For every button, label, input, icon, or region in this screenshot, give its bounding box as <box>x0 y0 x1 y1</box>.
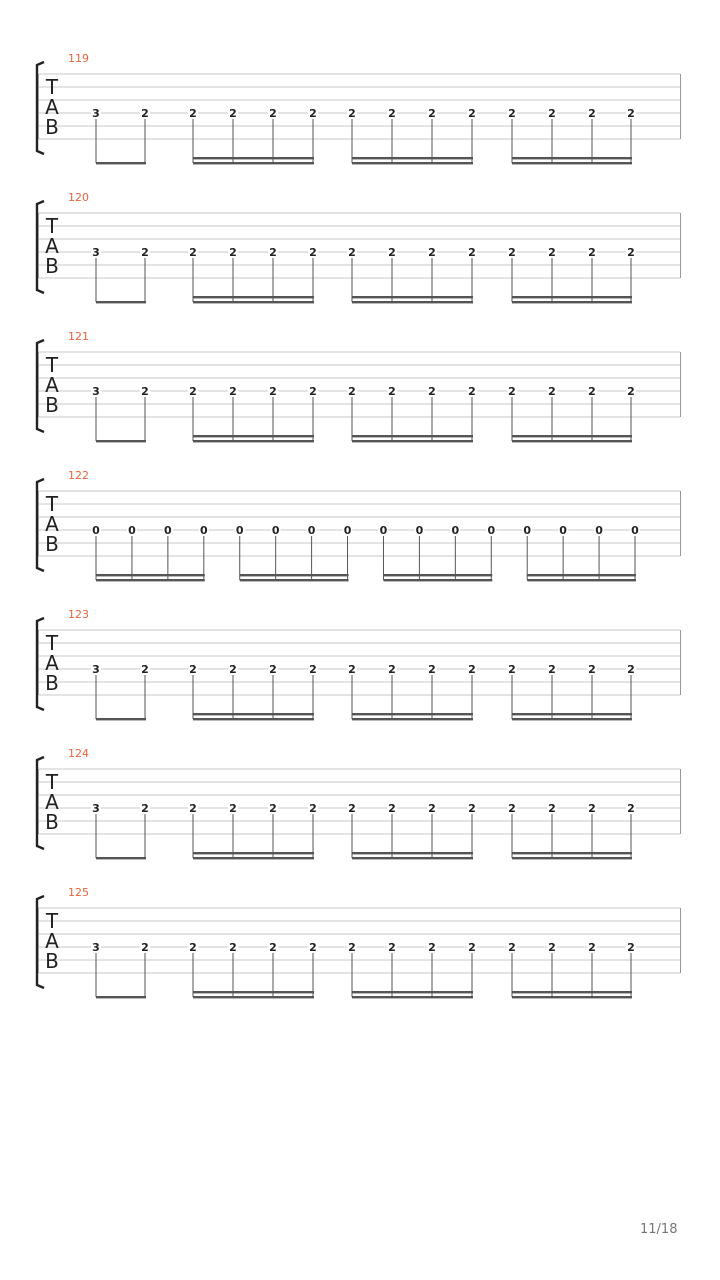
fret-number: 2 <box>588 385 596 398</box>
note-beam <box>512 718 632 720</box>
fret-number: 0 <box>559 524 567 537</box>
page-number: 11/18 <box>640 1222 678 1237</box>
note-beam <box>96 301 146 303</box>
note-beam <box>352 157 473 159</box>
note-beam <box>96 574 205 576</box>
fret-number: 2 <box>468 107 476 120</box>
tab-clef-letter: T <box>45 353 59 377</box>
tab-clef-letter: T <box>45 770 59 794</box>
fret-number: 2 <box>468 246 476 259</box>
tab-clef-letter: B <box>45 393 59 417</box>
fret-number: 2 <box>508 941 516 954</box>
fret-number: 2 <box>141 802 149 815</box>
tab-staff <box>0 330 720 469</box>
note-beam <box>193 296 314 298</box>
fret-number: 2 <box>468 941 476 954</box>
tab-system <box>0 330 720 469</box>
measure-number: 123 <box>68 608 89 621</box>
note-beam <box>96 440 146 442</box>
note-beam <box>193 713 314 715</box>
fret-number: 2 <box>141 385 149 398</box>
fret-number: 2 <box>229 246 237 259</box>
note-beam <box>352 852 473 854</box>
fret-number: 2 <box>269 802 277 815</box>
fret-number: 2 <box>141 941 149 954</box>
fret-number: 2 <box>141 107 149 120</box>
tab-clef-letter: B <box>45 115 59 139</box>
fret-number: 2 <box>508 385 516 398</box>
tab-clef-letter: A <box>45 929 59 953</box>
note-beam <box>240 579 349 581</box>
tab-clef-letter: T <box>45 214 59 238</box>
measure-number: 125 <box>68 886 89 899</box>
note-beam <box>240 574 349 576</box>
note-beam <box>512 301 632 303</box>
fret-number: 2 <box>309 385 317 398</box>
tab-clef-letter: T <box>45 75 59 99</box>
fret-number: 2 <box>428 802 436 815</box>
fret-number: 0 <box>128 524 136 537</box>
fret-number: 3 <box>92 246 100 259</box>
fret-number: 2 <box>548 941 556 954</box>
fret-number: 2 <box>229 663 237 676</box>
fret-number: 2 <box>189 107 197 120</box>
fret-number: 2 <box>348 663 356 676</box>
fret-number: 2 <box>388 385 396 398</box>
fret-number: 2 <box>388 941 396 954</box>
note-beam <box>193 157 314 159</box>
note-beam <box>512 996 632 998</box>
fret-number: 2 <box>627 246 635 259</box>
tab-staff <box>0 747 720 886</box>
fret-number: 0 <box>164 524 172 537</box>
fret-number: 2 <box>627 385 635 398</box>
tab-clef-letter: T <box>45 631 59 655</box>
fret-number: 2 <box>428 941 436 954</box>
fret-number: 2 <box>388 246 396 259</box>
fret-number: 2 <box>229 802 237 815</box>
note-beam <box>96 996 146 998</box>
fret-number: 0 <box>415 524 424 537</box>
note-beam <box>352 435 473 437</box>
note-beam <box>96 579 205 581</box>
fret-number: 2 <box>627 941 635 954</box>
tab-staff <box>0 52 720 191</box>
fret-number: 2 <box>548 246 556 259</box>
fret-number: 2 <box>141 246 149 259</box>
note-beam <box>512 852 632 854</box>
tab-staff <box>0 608 720 747</box>
fret-number: 2 <box>468 385 476 398</box>
tab-clef-letter: A <box>45 234 59 258</box>
fret-number: 2 <box>141 663 149 676</box>
fret-number: 2 <box>588 107 596 120</box>
fret-number: 2 <box>309 663 317 676</box>
tab-system <box>0 886 720 1025</box>
note-beam <box>512 991 632 993</box>
fret-number: 2 <box>189 663 197 676</box>
fret-number: 2 <box>588 246 596 259</box>
note-beam <box>352 296 473 298</box>
tab-clef-letter: T <box>45 909 59 933</box>
note-beam <box>352 996 473 998</box>
note-beam <box>193 440 314 442</box>
measure-number: 119 <box>68 52 89 65</box>
note-beam <box>512 296 632 298</box>
note-beam <box>193 991 314 993</box>
fret-number: 0 <box>235 524 244 537</box>
note-beam <box>193 996 314 998</box>
note-beam <box>193 857 314 859</box>
note-beam <box>96 857 146 859</box>
note-beam <box>383 574 492 576</box>
fret-number: 2 <box>428 385 436 398</box>
fret-number: 0 <box>92 524 100 537</box>
note-beam <box>527 574 636 576</box>
tab-clef-letter: T <box>45 492 59 516</box>
note-beam <box>352 857 473 859</box>
note-beam <box>383 579 492 581</box>
fret-number: 2 <box>627 107 635 120</box>
tab-clef-letter: A <box>45 512 59 536</box>
fret-number: 2 <box>189 802 197 815</box>
measure-number: 124 <box>68 747 89 760</box>
fret-number: 3 <box>92 385 100 398</box>
fret-number: 2 <box>548 802 556 815</box>
fret-number: 2 <box>309 802 317 815</box>
note-beam <box>352 713 473 715</box>
tab-system <box>0 747 720 886</box>
tab-system <box>0 469 720 608</box>
fret-number: 2 <box>189 941 197 954</box>
fret-number: 2 <box>269 246 277 259</box>
fret-number: 2 <box>269 941 277 954</box>
fret-number: 3 <box>92 802 100 815</box>
fret-number: 0 <box>523 524 532 537</box>
fret-number: 3 <box>92 663 100 676</box>
note-beam <box>193 162 314 164</box>
fret-number: 2 <box>229 385 237 398</box>
fret-number: 2 <box>508 802 516 815</box>
tab-clef-letter: A <box>45 790 59 814</box>
fret-number: 2 <box>388 107 396 120</box>
fret-number: 3 <box>92 107 100 120</box>
fret-number: 0 <box>451 524 460 537</box>
fret-number: 2 <box>627 802 635 815</box>
fret-number: 2 <box>348 246 356 259</box>
fret-number: 2 <box>428 246 436 259</box>
tab-clef-letter: A <box>45 651 59 675</box>
note-beam <box>352 162 473 164</box>
tab-clef-letter: B <box>45 810 59 834</box>
fret-number: 2 <box>269 663 277 676</box>
fret-number: 2 <box>588 941 596 954</box>
fret-number: 0 <box>631 524 639 537</box>
fret-number: 2 <box>428 107 436 120</box>
note-beam <box>193 435 314 437</box>
tab-clef-letter: B <box>45 949 59 973</box>
fret-number: 0 <box>271 524 280 537</box>
tab-staff <box>0 886 720 1025</box>
fret-number: 2 <box>309 246 317 259</box>
fret-number: 0 <box>199 524 208 537</box>
fret-number: 2 <box>468 663 476 676</box>
tab-clef-letter: A <box>45 373 59 397</box>
note-beam <box>512 713 632 715</box>
fret-number: 2 <box>548 107 556 120</box>
tab-clef-letter: B <box>45 254 59 278</box>
measure-number: 120 <box>68 191 89 204</box>
note-beam <box>512 162 632 164</box>
tab-staff <box>0 191 720 330</box>
note-beam <box>352 301 473 303</box>
fret-number: 0 <box>487 524 496 537</box>
measure-number: 122 <box>68 469 89 482</box>
note-beam <box>193 301 314 303</box>
fret-number: 2 <box>348 385 356 398</box>
fret-number: 2 <box>229 107 237 120</box>
tab-system <box>0 52 720 191</box>
fret-number: 2 <box>388 663 396 676</box>
fret-number: 2 <box>229 941 237 954</box>
fret-number: 2 <box>548 385 556 398</box>
fret-number: 2 <box>588 663 596 676</box>
tab-system <box>0 191 720 330</box>
measure-number: 121 <box>68 330 89 343</box>
note-beam <box>352 991 473 993</box>
note-beam <box>96 718 146 720</box>
fret-number: 2 <box>269 107 277 120</box>
tab-staff <box>0 469 720 608</box>
note-beam <box>352 440 473 442</box>
fret-number: 2 <box>388 802 396 815</box>
tab-clef-letter: B <box>45 532 59 556</box>
note-beam <box>512 435 632 437</box>
note-beam <box>193 718 314 720</box>
fret-number: 0 <box>379 524 388 537</box>
note-beam <box>527 579 636 581</box>
note-beam <box>512 157 632 159</box>
fret-number: 2 <box>348 107 356 120</box>
fret-number: 2 <box>189 246 197 259</box>
fret-number: 3 <box>92 941 100 954</box>
fret-number: 2 <box>508 246 516 259</box>
fret-number: 2 <box>269 385 277 398</box>
tab-clef-letter: A <box>45 95 59 119</box>
fret-number: 2 <box>468 802 476 815</box>
tab-system <box>0 608 720 747</box>
fret-number: 2 <box>309 107 317 120</box>
note-beam <box>193 852 314 854</box>
note-beam <box>96 162 146 164</box>
fret-number: 2 <box>348 941 356 954</box>
fret-number: 2 <box>508 107 516 120</box>
fret-number: 0 <box>307 524 316 537</box>
fret-number: 2 <box>428 663 436 676</box>
fret-number: 2 <box>309 941 317 954</box>
tab-clef-letter: B <box>45 671 59 695</box>
fret-number: 2 <box>588 802 596 815</box>
note-beam <box>352 718 473 720</box>
fret-number: 2 <box>189 385 197 398</box>
note-beam <box>512 440 632 442</box>
fret-number: 2 <box>627 663 635 676</box>
fret-number: 2 <box>508 663 516 676</box>
note-beam <box>512 857 632 859</box>
fret-number: 0 <box>595 524 603 537</box>
fret-number: 0 <box>343 524 352 537</box>
fret-number: 2 <box>348 802 356 815</box>
fret-number: 2 <box>548 663 556 676</box>
